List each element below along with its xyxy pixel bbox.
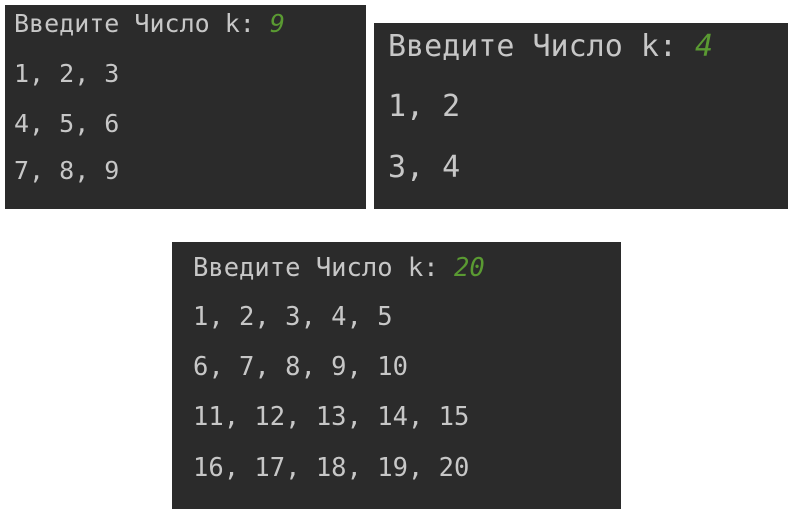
prompt-line <box>388 29 713 64</box>
console-output-k9 <box>5 5 366 209</box>
console-output-k4 <box>374 23 788 209</box>
output-line: 1, 2, 3 <box>14 59 120 88</box>
prompt-input-value: 20 <box>454 253 485 283</box>
prompt-input-value: 4 <box>695 29 714 64</box>
output-line: 11, 12, 13, 14, 15 <box>193 402 470 432</box>
output-line: 4, 5, 6 <box>14 109 120 138</box>
prompt-label: Введите Число k: <box>14 9 270 38</box>
prompt-label: Введите Число k: <box>193 253 454 283</box>
output-line: 1, 2 <box>388 89 461 124</box>
output-line: 7, 8, 9 <box>14 156 120 185</box>
prompt-input-value: 9 <box>269 9 285 38</box>
output-line: 1, 2, 3, 4, 5 <box>193 302 393 332</box>
console-output-k20 <box>172 242 621 509</box>
prompt-line <box>193 253 485 283</box>
prompt-label: Введите Число k: <box>388 29 696 64</box>
output-line: 16, 17, 18, 19, 20 <box>193 453 470 483</box>
output-line: 6, 7, 8, 9, 10 <box>193 352 408 382</box>
output-line: 3, 4 <box>388 150 461 185</box>
prompt-line <box>14 9 285 38</box>
